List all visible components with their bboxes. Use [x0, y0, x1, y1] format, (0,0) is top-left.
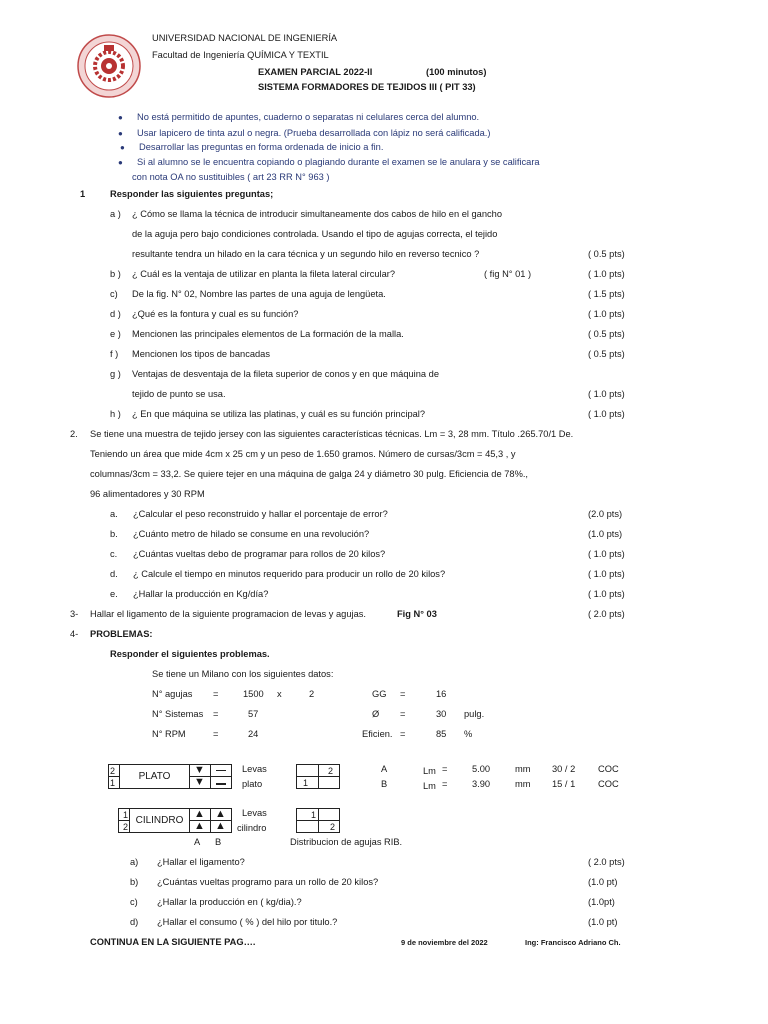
q1-c-points: ( 1.5 pts): [588, 289, 625, 299]
sistemas-value: 57: [248, 709, 259, 719]
cilindro-cam-cell: [210, 820, 232, 833]
plato-cam-cell: [189, 776, 211, 789]
q2-e-text: ¿Hallar la producción en Kg/día?: [133, 589, 269, 599]
agujas-equals: =: [213, 689, 219, 699]
q2-b-points: (1.0 pts): [588, 529, 623, 539]
q4-subtitle: Responder el siguientes problemas.: [110, 649, 270, 659]
q2-b-text: ¿Cuánto metro de hilado se consume en una revolución?: [133, 529, 370, 539]
rib-divider: [318, 808, 319, 833]
q1-e-points: ( 0.5 pts): [588, 329, 625, 339]
plato-label: PLATO: [119, 764, 190, 789]
q1-number: 1: [80, 189, 86, 199]
q1-g-line2: tejido de punto se usa.: [132, 389, 226, 399]
q1-a-line3: resultante tendra un hilado en la cara técnica y un segundo hilo en reverso tecnico ?: [132, 249, 480, 259]
q2-line1: Se tiene una muestra de tejido jersey con las siguientes características técnicas. Lm = 3, 28 mm. Título .265.70/1 De.: [90, 429, 574, 439]
q1-f-text: Mencionen los tipos de bancadas: [132, 349, 270, 359]
lm-a-label: Lm: [423, 766, 436, 776]
q4-a-text: ¿Hallar el ligamento?: [157, 857, 245, 867]
levas-cilindro-line2: cilindro: [237, 823, 267, 833]
gg-value: 16: [436, 689, 447, 699]
efficiency-unit: %: [464, 729, 473, 739]
q4-c-text: ¿Hallar la producción en ( kg/dia).?: [157, 897, 302, 907]
column-b-label: B: [215, 837, 222, 847]
q1-c-text: De la fig. N° 02, Nombre las partes de una aguja de lengüeta.: [132, 289, 386, 299]
agujas-multiplier: 2: [309, 689, 315, 699]
q2-line3: columnas/3cm = 33,2. Se quiere tejer en una máquina de galga 24 y diámetro 30 pulg. Eficiencia de 78%.,: [90, 469, 529, 479]
q4-d-points: (1.0 pt): [588, 917, 618, 927]
cilindro-cam-cell: [189, 820, 211, 833]
q4-number: 4-: [70, 629, 79, 639]
q4-title: PROBLEMAS:: [90, 629, 153, 639]
efficiency-equals: =: [400, 729, 406, 739]
q2-e-points: ( 1.0 pts): [588, 589, 625, 599]
q1-d-label: d ): [110, 309, 121, 319]
q1-b-text: ¿ Cuál es la ventaja de utilizar en planta la fileta lateral circular?: [132, 269, 396, 279]
lm-b-equals: =: [442, 779, 448, 789]
lm-b-label: Lm: [423, 781, 436, 791]
diameter-label: Ø: [372, 709, 380, 719]
triangle-up-icon: ▲: [194, 808, 205, 820]
bullet-icon: ●: [120, 143, 125, 152]
levas-plato-line1: Levas: [242, 764, 267, 774]
q1-b-figure-ref: ( fig N° 01 ): [484, 269, 532, 279]
gg-label: GG: [372, 689, 387, 699]
q2-d-points: ( 1.0 pts): [588, 569, 625, 579]
lm-a-letter: A: [381, 764, 388, 774]
university-name: UNIVERSIDAD NACIONAL DE INGENIERÍA: [152, 33, 338, 43]
q2-a-points: (2.0 pts): [588, 509, 623, 519]
q1-g-points: ( 1.0 pts): [588, 389, 625, 399]
q2-a-label: a.: [110, 509, 118, 519]
rib-divider: [318, 764, 319, 789]
triangle-up-icon: ▲: [194, 820, 205, 832]
q1-a-points: ( 0.5 pts): [588, 249, 625, 259]
rib-bottom-cell: 1: [296, 808, 340, 821]
exam-title: EXAMEN PARCIAL 2022-II: [258, 67, 373, 77]
cilindro-label: CILINDRO: [129, 808, 190, 833]
dash-icon: [216, 770, 226, 771]
lm-b-coc: COC: [598, 779, 619, 789]
gg-equals: =: [400, 689, 406, 699]
exam-duration: (100 minutos): [426, 67, 487, 77]
sistemas-label: N° Sistemas: [152, 709, 204, 719]
q2-line4: 96 alimentadores y 30 RPM: [90, 489, 205, 499]
q4-c-points: (1.0pt): [588, 897, 615, 907]
rib-caption: Distribucion de agujas RIB.: [290, 837, 403, 847]
rule-4-continued: con nota OA no sustituibles ( art 23 RR N° 963 ): [132, 172, 330, 182]
plato-row-2: 2: [108, 764, 120, 777]
agujas-times: x: [277, 689, 282, 699]
footer-author: Ing: Francisco Adriano Ch.: [525, 938, 621, 947]
plato-row-1: 1: [108, 776, 120, 789]
q4-d-text: ¿Hallar el consumo ( % ) del hilo por titulo.?: [157, 917, 338, 927]
rib-top-cell: 2: [296, 764, 340, 777]
university-seal-logo: [76, 33, 142, 99]
lm-b-value: 3.90: [472, 779, 491, 789]
q1-b-points: ( 1.0 pts): [588, 269, 625, 279]
q2-a-text: ¿Calcular el peso reconstruido y hallar el porcentaje de error?: [133, 509, 388, 519]
column-a-label: A: [194, 837, 201, 847]
q2-d-label: d.: [110, 569, 118, 579]
triangle-down-icon: ▼: [194, 776, 205, 788]
q3-text: Hallar el ligamento de la siguiente programacion de levas y agujas.: [90, 609, 366, 619]
q1-h-label: h ): [110, 409, 121, 419]
q2-number: 2.: [70, 429, 78, 439]
levas-cilindro-line1: Levas: [242, 808, 267, 818]
q4-b-points: (1.0 pt): [588, 877, 618, 887]
q1-f-points: ( 0.5 pts): [588, 349, 625, 359]
q2-line2: Teniendo un área que mide 4cm x 25 cm y un peso de 1.650 gramos. Número de cursas/3cm = 45,3 , y: [90, 449, 516, 459]
rpm-equals: =: [213, 729, 219, 739]
lm-b-letter: B: [381, 779, 388, 789]
bullet-icon: ●: [118, 158, 123, 167]
lm-b-count: 15 / 1: [552, 779, 576, 789]
diameter-equals: =: [400, 709, 406, 719]
q4-a-points: ( 2.0 pts): [588, 857, 625, 867]
rule-1: No está permitido de apuntes, cuaderno o separatas ni celulares cerca del alumno.: [137, 112, 480, 122]
q4-d-label: d): [130, 917, 139, 927]
lm-a-count: 30 / 2: [552, 764, 576, 774]
q4-b-text: ¿Cuántas vueltas programo para un rollo de 20 kilos?: [157, 877, 379, 887]
diameter-value: 30: [436, 709, 447, 719]
footer-continue: CONTINUA EN LA SIGUIENTE PAG….: [90, 937, 256, 947]
triangle-down-icon: ▼: [194, 764, 205, 776]
lm-a-unit: mm: [515, 764, 531, 774]
q2-c-text: ¿Cuántas vueltas debo de programar para rollos de 20 kilos?: [133, 549, 386, 559]
levas-plato-line2: plato: [242, 779, 263, 789]
q1-a-line1: ¿ Cómo se llama la técnica de introducir simultaneamente dos cabos de hilo en el gancho: [132, 209, 503, 219]
bullet-icon: ●: [118, 113, 123, 122]
rule-2: Usar lapicero de tinta azul o negra. (Prueba desarrollada con lápiz no será calificada.): [137, 128, 491, 138]
q3-figure-ref: Fig N° 03: [397, 609, 437, 619]
agujas-label: N° agujas: [152, 689, 193, 699]
q1-e-label: e ): [110, 329, 121, 339]
efficiency-label: Eficien.: [362, 729, 393, 739]
rule-4: Si al alumno se le encuentra copiando o plagiando durante el examen se le anulara y se calificara: [137, 157, 540, 167]
q2-c-label: c.: [110, 549, 118, 559]
q1-d-text: ¿Qué es la fontura y cual es su función?: [132, 309, 299, 319]
q1-c-label: c): [110, 289, 118, 299]
lm-a-equals: =: [442, 764, 448, 774]
rule-3: Desarrollar las preguntas en forma ordenada de inicio a fin.: [139, 142, 384, 152]
bullet-icon: ●: [118, 129, 123, 138]
q1-e-text: Mencionen las principales elementos de La formación de la malla.: [132, 329, 404, 339]
q1-g-line1: Ventajas de desventaja de la fileta superior de conos y en que máquina de: [132, 369, 440, 379]
q3-number: 3-: [70, 609, 79, 619]
cilindro-row-2: 2: [118, 820, 130, 833]
cilindro-row-1: 1: [118, 808, 130, 821]
q2-b-label: b.: [110, 529, 118, 539]
rib-top-cell: 1: [296, 776, 340, 789]
agujas-value: 1500: [243, 689, 264, 699]
lm-b-unit: mm: [515, 779, 531, 789]
dash-icon: [216, 783, 226, 785]
plato-cam-cell: [210, 776, 232, 789]
q4-intro: Se tiene un Milano con los siguientes datos:: [152, 669, 334, 679]
rpm-label: N° RPM: [152, 729, 186, 739]
course-title: SISTEMA FORMADORES DE TEJIDOS III ( PIT 33): [258, 82, 476, 92]
lm-a-value: 5.00: [472, 764, 491, 774]
rib-bottom-cell: 2: [296, 820, 340, 833]
q1-title: Responder las siguientes preguntas;: [110, 189, 274, 199]
q3-points: ( 2.0 pts): [588, 609, 625, 619]
q1-a-line2: de la aguja pero bajo condiciones controlada. Usando el tipo de agujas correcta, el tejido: [132, 229, 498, 239]
lm-a-coc: COC: [598, 764, 619, 774]
q1-d-points: ( 1.0 pts): [588, 309, 625, 319]
q1-h-points: ( 1.0 pts): [588, 409, 625, 419]
q1-g-label: g ): [110, 369, 121, 379]
sistemas-equals: =: [213, 709, 219, 719]
triangle-up-icon: ▲: [215, 820, 226, 832]
q1-f-label: f ): [110, 349, 119, 359]
q1-b-label: b ): [110, 269, 121, 279]
efficiency-value: 85: [436, 729, 447, 739]
footer-date: 9 de noviembre del 2022: [401, 938, 488, 947]
q2-c-points: ( 1.0 pts): [588, 549, 625, 559]
q2-d-text: ¿ Calcule el tiempo en minutos requerido para producir un rollo de 20 kilos?: [133, 569, 446, 579]
q4-c-label: c): [130, 897, 138, 907]
q4-b-label: b): [130, 877, 139, 887]
q4-a-label: a): [130, 857, 139, 867]
q2-e-label: e.: [110, 589, 118, 599]
triangle-up-icon: ▲: [215, 808, 226, 820]
q1-h-text: ¿ En que máquina se utiliza las platinas, y cuál es su función principal?: [132, 409, 426, 419]
faculty-name: Facultad de Ingeniería QUÍMICA Y TEXTIL: [152, 50, 329, 60]
diameter-unit: pulg.: [464, 709, 485, 719]
q1-a-label: a ): [110, 209, 121, 219]
rpm-value: 24: [248, 729, 259, 739]
